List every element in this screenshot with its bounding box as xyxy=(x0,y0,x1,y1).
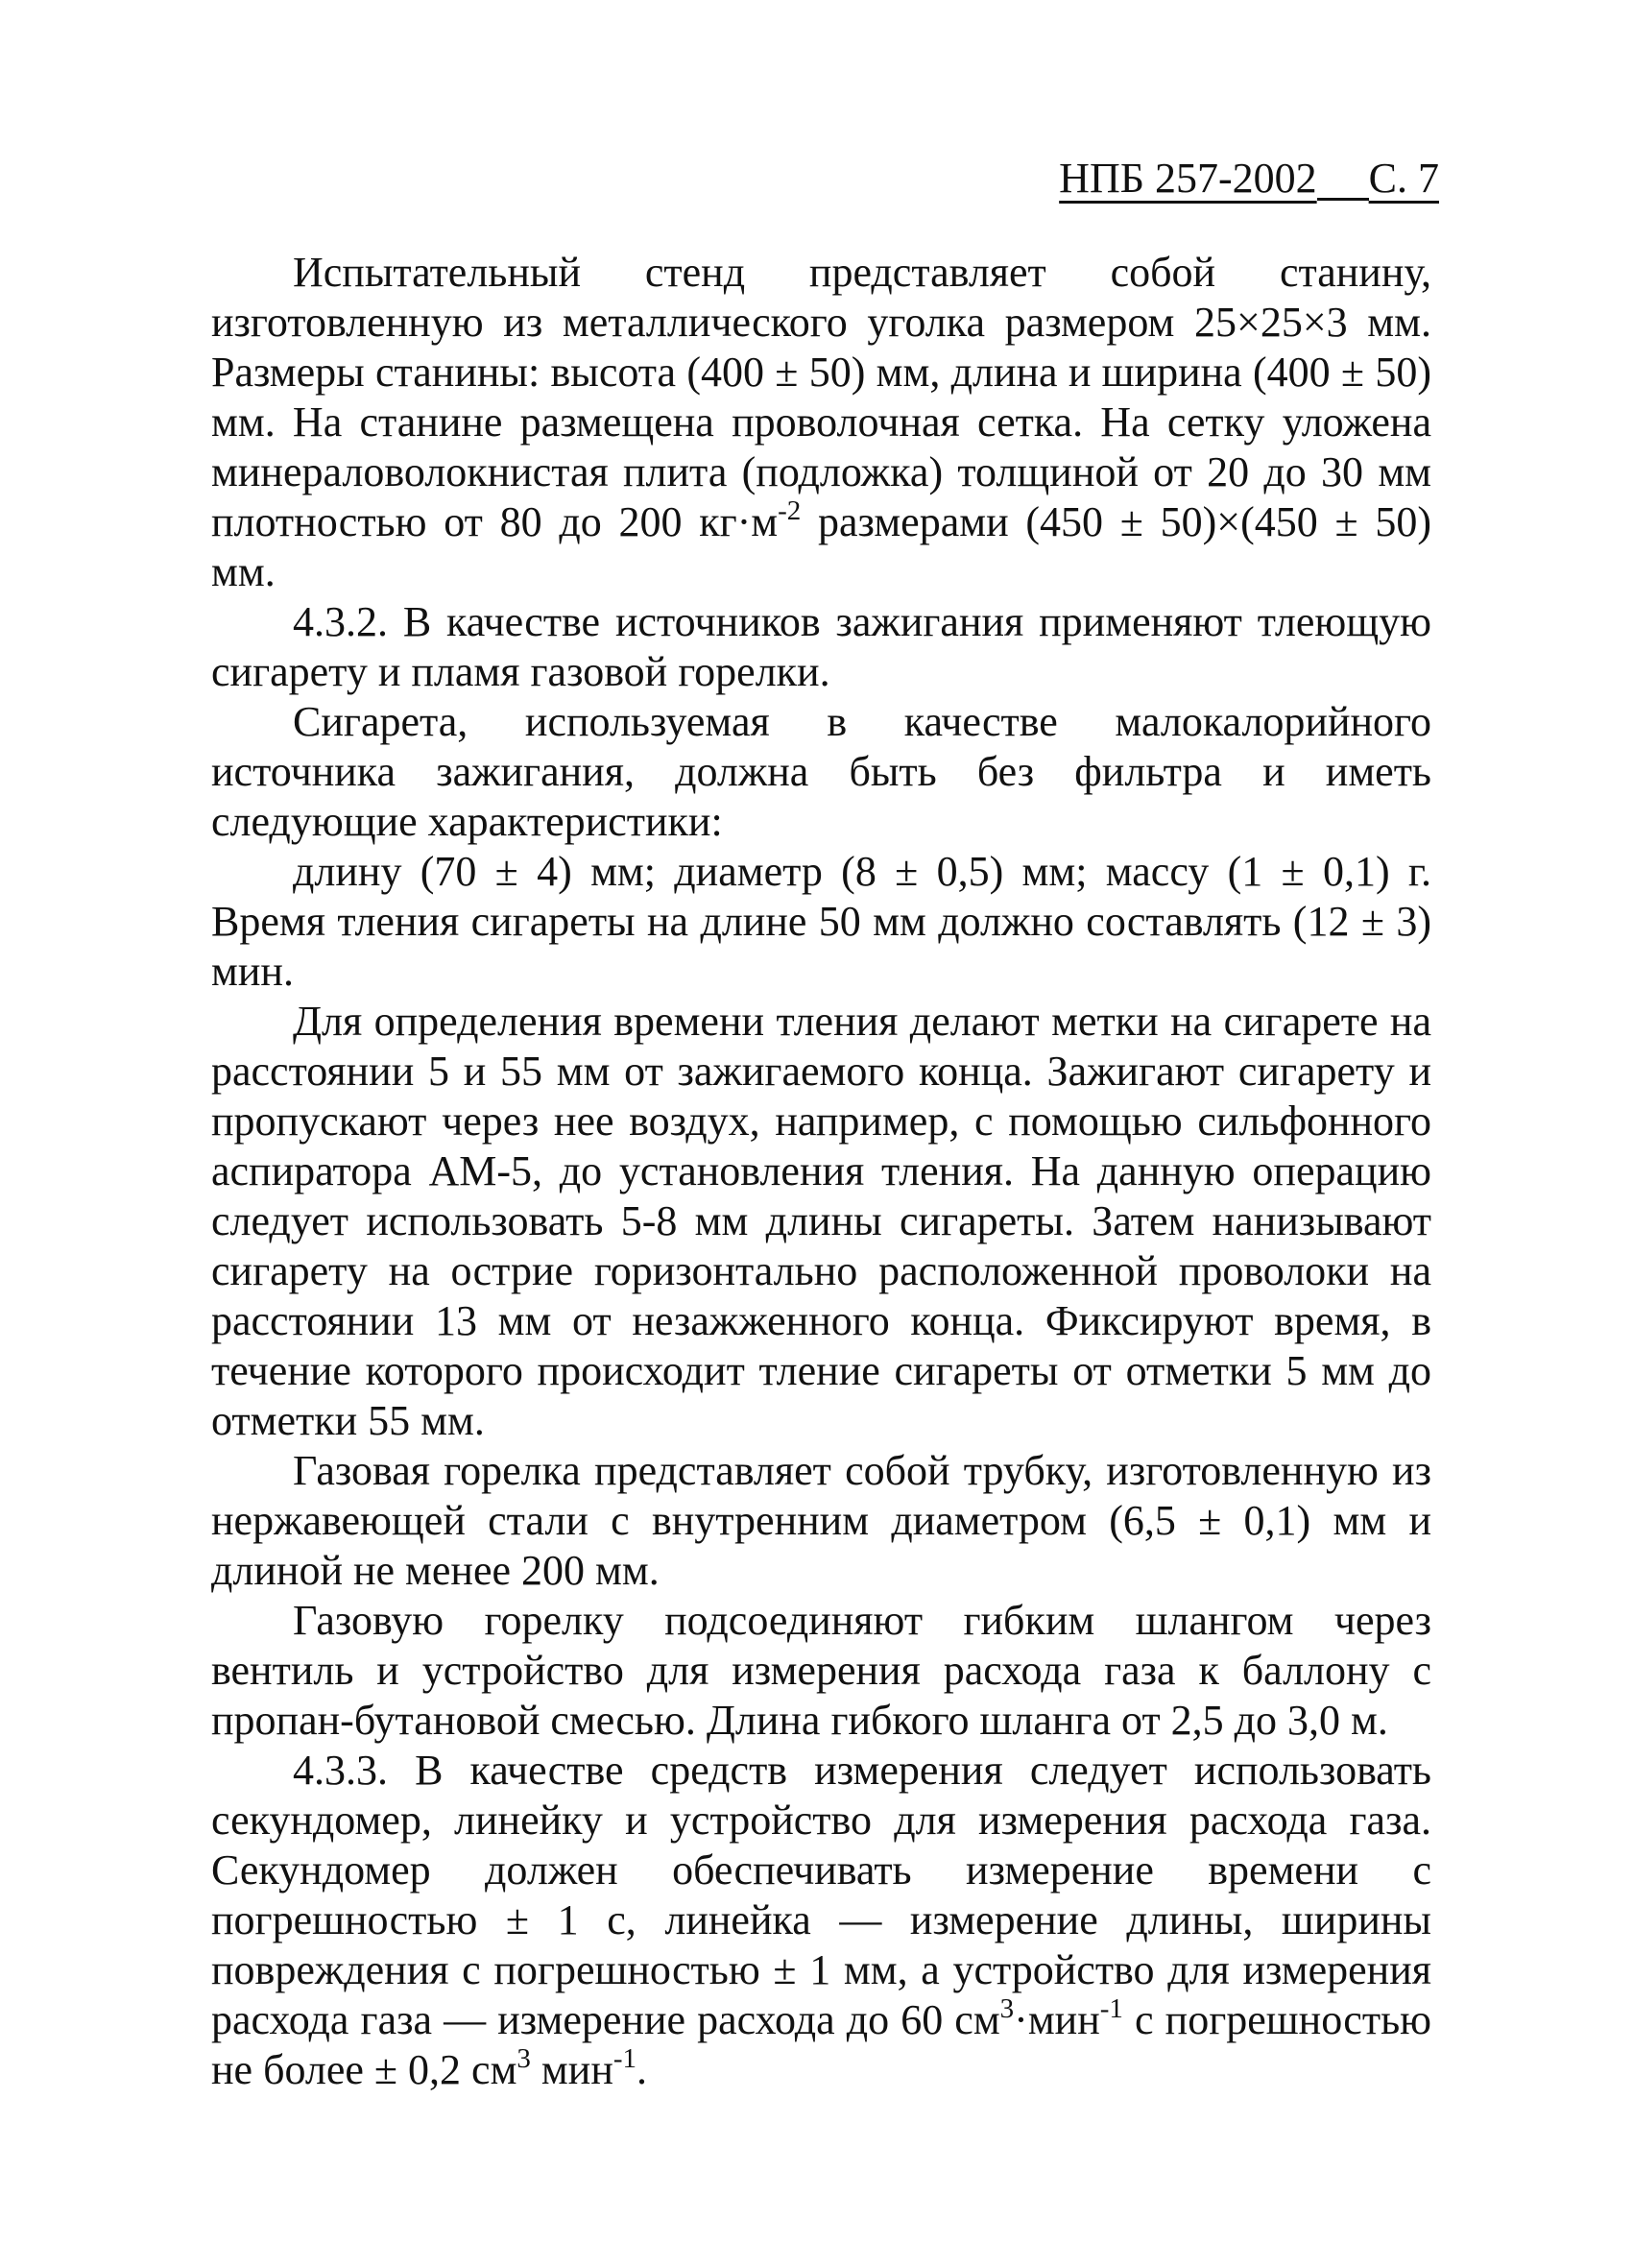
superscript: -1 xyxy=(612,2043,637,2074)
page-header xyxy=(1059,157,1439,201)
paragraph-cigarette-specs: длину (70 ± 4) мм; диаметр (8 ± 0,5) мм; массу (1 ± 0,1) г. Время тления сигареты на длине 50 мм должно составлять (12 ± 3) мин. xyxy=(211,848,1431,995)
paragraph-cigarette: Сигарета, используемая в качестве малокалорийного источника зажигания, должна быть без фильтра и иметь следующие характеристики: xyxy=(211,698,1431,845)
paragraph-smoldering-time: Для определения времени тления делают метки на сигарете на расстоянии 5 и 55 мм от зажигаемого конца. Зажигают сигарету и пропускают через нее воздух, например, с помощью сильфонного аспиратора АМ-5, до установления тления. На данную операцию следует использовать 5-8 мм длины сигареты. Затем нанизывают сигарету на острие горизонтально расположенной проволоки на расстоянии 13 мм от незажженного конца. Фиксируют время, в течение которого происходит тление сигареты от отметки 5 мм до отметки 55 мм. xyxy=(211,998,1431,1444)
superscript: -2 xyxy=(778,495,802,526)
superscript: -1 xyxy=(1099,1993,1123,2024)
superscript: 3 xyxy=(999,1993,1015,2024)
header-underline-gap xyxy=(1317,197,1369,201)
paragraph-text: . xyxy=(636,2046,648,2093)
document-code: НПБ 257-2002 xyxy=(1059,155,1317,202)
paragraph-text: размерами (450 ± 50)×(450 ± 50) мм. xyxy=(211,498,1431,595)
paragraph-text: с погрешностью не более ± 0,2 см xyxy=(211,1996,1432,2093)
paragraph-gas-burner: Газовая горелка представляет собой трубку, изготовленную из нержавеющей стали с внутренним диаметром (6,5 ± 0,1) мм и длиной не менее 200 мм. xyxy=(211,1447,1431,1594)
page-number: С. 7 xyxy=(1368,155,1439,202)
paragraph-burner-connection: Газовую горелку подсоединяют гибким шлангом через вентиль и устройство для измерения расхода газа к баллону с пропан-бутановой смесью. Длина гибкого шланга от 2,5 до 3,0 м. xyxy=(211,1597,1431,1744)
paragraph-text: мин xyxy=(530,2046,613,2093)
paragraph-text: ·мин xyxy=(1014,1996,1100,2043)
paragraph-measuring-instruments xyxy=(211,1746,1431,2095)
paragraph-text: 4.3.3. В качестве средств измерения следует использовать секундомер, линейку и устройство для измерения расхода газа. Секундомер должен обеспечивать измерение времени с погрешностью ± 1 с, линейка — измерение длины, ширины повреждения с погрешностью ± 1 мм, а устройство для измерения расхода газа — измерение расхода до 60 см xyxy=(211,1747,1431,2043)
superscript: 3 xyxy=(516,2043,531,2074)
paragraph-ignition-sources: 4.3.2. В качестве источников зажигания применяют тлеющую сигарету и пламя газовой горелки. xyxy=(211,598,1431,695)
document-body xyxy=(211,248,1431,2095)
paragraph-test-stand xyxy=(211,248,1431,597)
paragraph-text: Испытательный стенд представляет собой станину, изготовленную из металлического уголка размером 25×25×3 мм. Размеры станины: высота (400 ± 50) мм, длина и ширина (400 ± 50) мм. На станине размещена проволочная сетка. На сетку уложена минераловолокнистая плита (подложка) толщиной от 20 до 30 мм плотностью от 80 до 200 кг·м xyxy=(211,249,1431,545)
